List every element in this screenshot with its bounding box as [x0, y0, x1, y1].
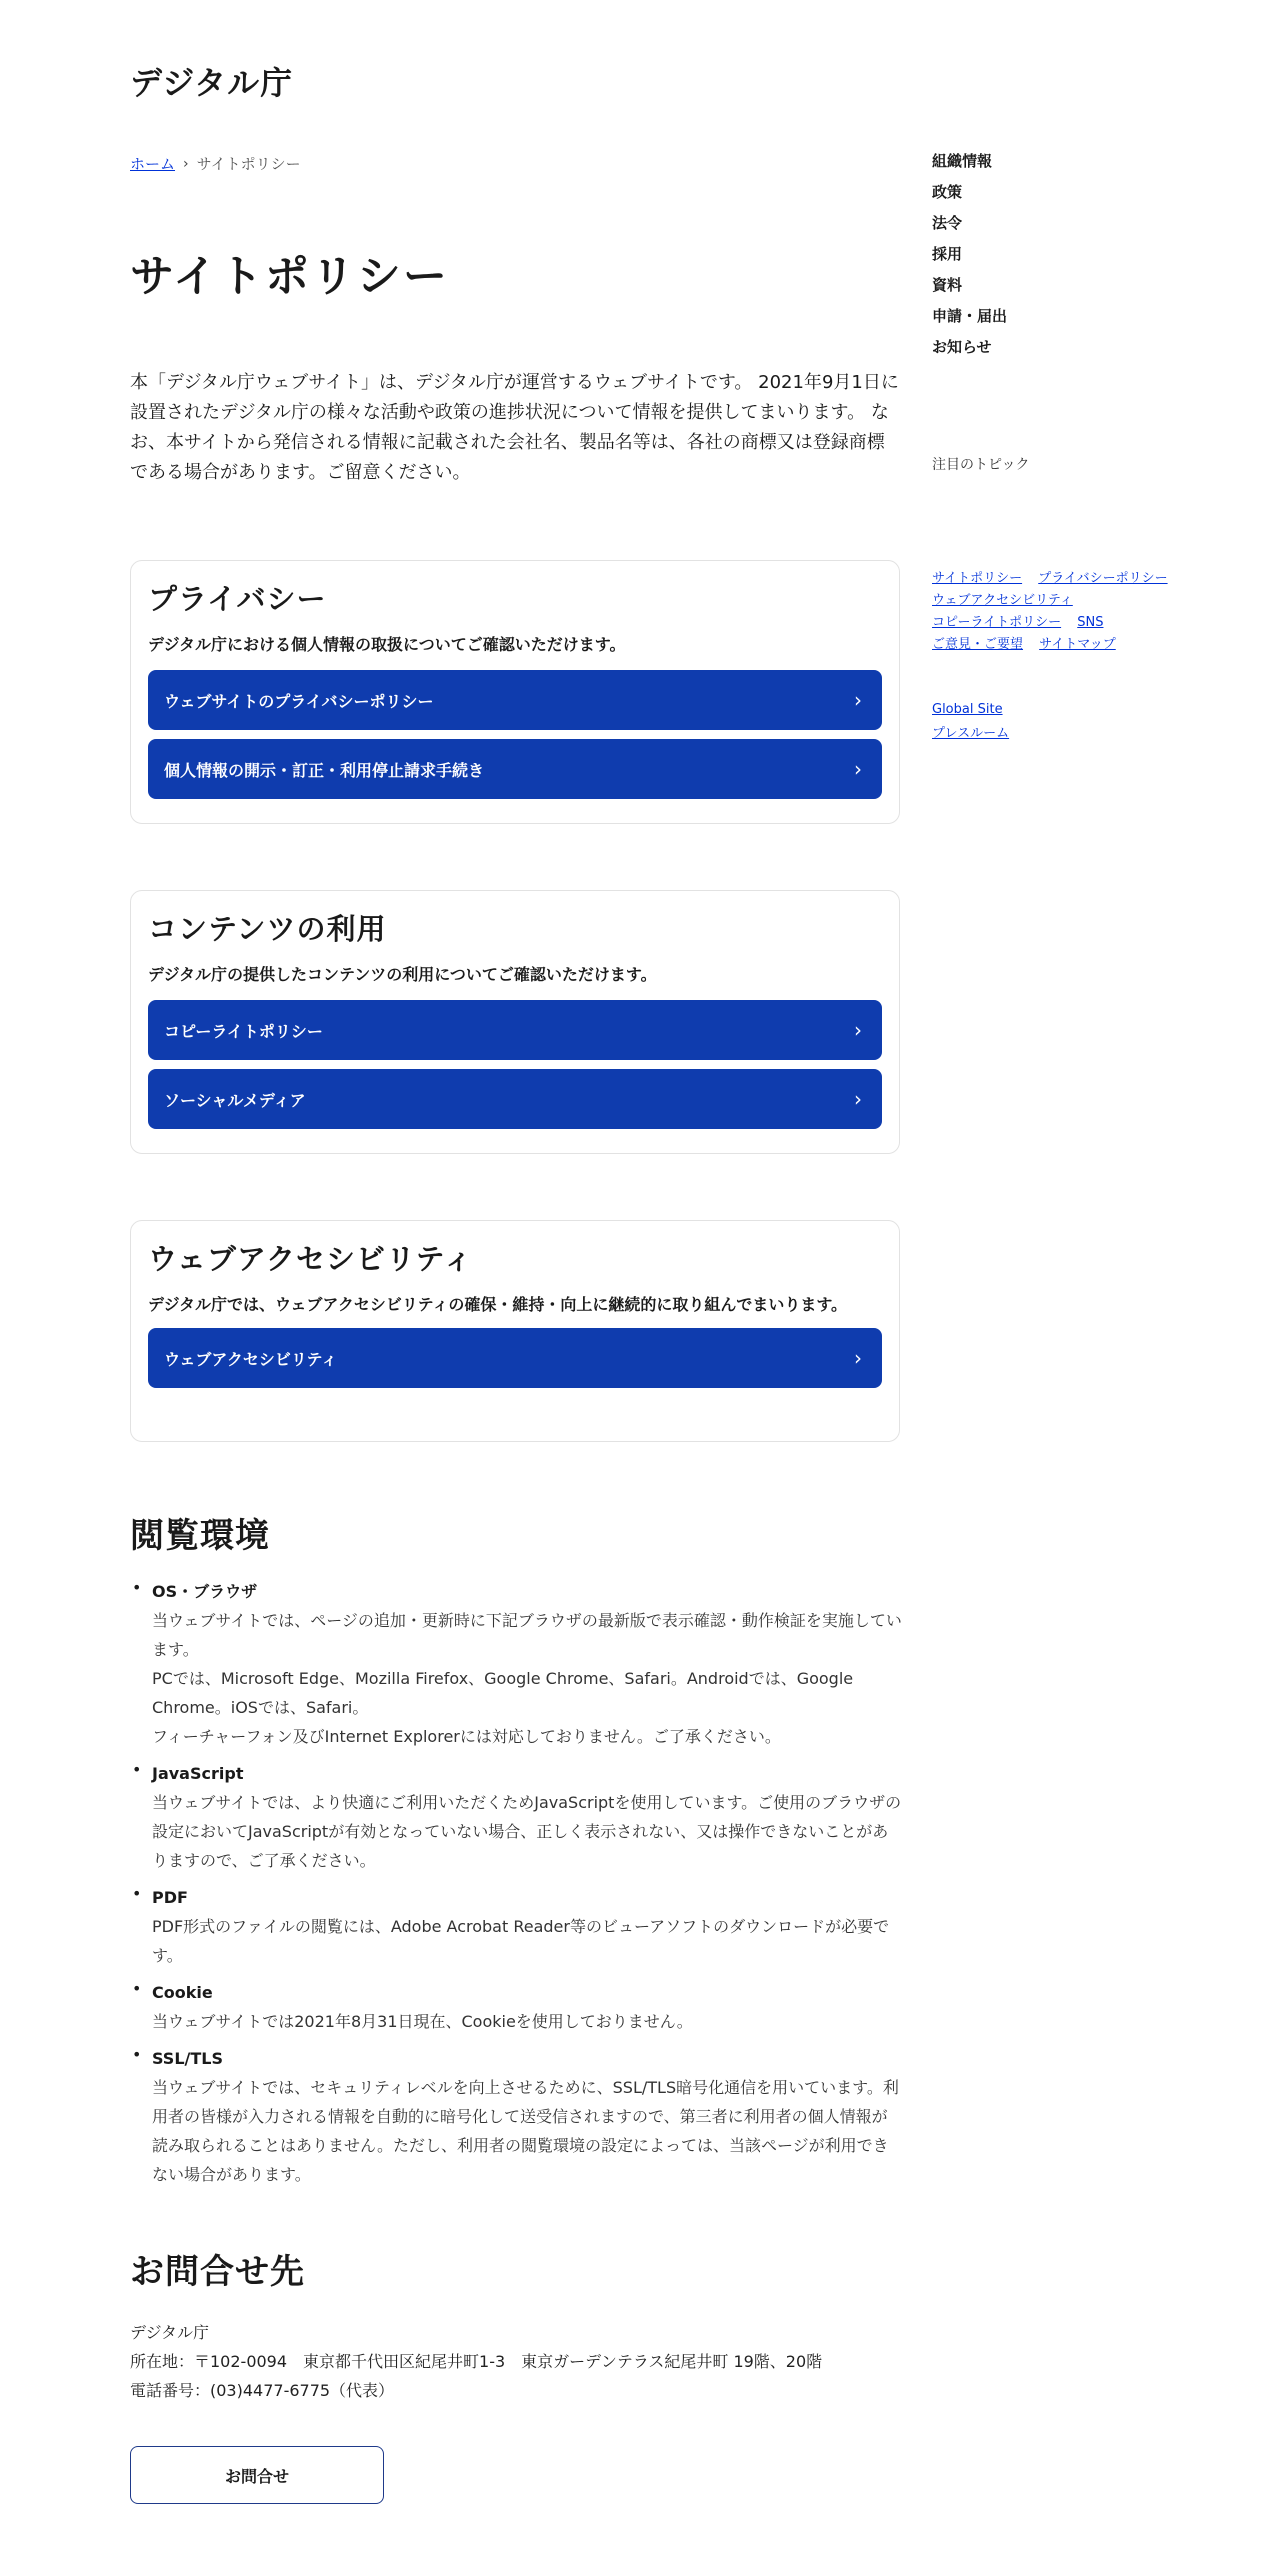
side-nav-item-recruitment[interactable]: 採用 [932, 245, 963, 263]
item-text: 当ウェブサイトでは、セキュリティレベルを向上させるために、SSL/TLS暗号化通信を用いています。利用者の皆様が入力される情報を自動的に暗号化して送受信されますので、第三者に利用者の個人情報が読み取られることはありません。ただし、利用者の閲覧環境の設定によっては、当該ページが利用できない場合があります。 [152, 2078, 899, 2184]
social-media-button[interactable] [148, 1069, 882, 1129]
card-description: デジタル庁の提供したコンテンツの利用についてご確認いただけます。 [148, 965, 657, 984]
list-item [130, 2045, 902, 2189]
web-accessibility-button[interactable] [148, 1328, 882, 1388]
footer-link-web-accessibility[interactable]: ウェブアクセシビリティ [932, 593, 1073, 608]
item-text: 当ウェブサイトでは、より快適にご利用いただくためJavaScriptを使用しています。ご使用のブラウザの設定においてJavaScriptが有効となっていない場合、正しく表示されない、又は操作できないことがありますので、ご了承ください。 [152, 1793, 902, 1870]
breadcrumb-home-link[interactable]: ホーム [130, 155, 176, 173]
chevron-right-icon: › [854, 1346, 862, 1370]
intro-text: 本「デジタル庁ウェブサイト」は、デジタル庁が運営するウェブサイトです。 2021年9月1日に設置されたデジタル庁の様々な活動や政策の進捗状況について情報を提供してまいります。 なお、本サイトから発信される情報に記載された会社名、製品名等は、各社の商標又は登録商標である場合があります。ご留意ください。 [130, 372, 899, 483]
site-logo[interactable]: デジタル庁 [130, 64, 294, 102]
button-label: ソーシャルメディア [164, 1090, 306, 1110]
side-nav-item-laws[interactable]: 法令 [932, 214, 963, 232]
footer-links-secondary [932, 698, 1009, 746]
button-label: ウェブアクセシビリティ [164, 1349, 338, 1369]
chevron-right-icon: › [183, 155, 189, 172]
contact-address: 所在地：〒102-0094 東京都千代田区紀尾井町1-3 東京ガーデンテラス紀尾井町 19階、20階 [130, 2352, 823, 2371]
item-label: OS・ブラウザ [152, 1582, 258, 1601]
footer-link-privacy-policy[interactable]: プライバシーポリシー [1038, 571, 1168, 586]
item-text: PDF形式のファイルの閲覧には、Adobe Acrobat Reader等のビューアソフトのダウンロードが必要です。 [152, 1917, 890, 1965]
item-text: フィーチャーフォン及びInternet Explorerには対応しておりません。ご了承ください。 [152, 1727, 781, 1746]
contact-info [130, 2318, 822, 2405]
item-label: SSL/TLS [152, 2049, 223, 2068]
item-label: Cookie [152, 1983, 213, 2002]
card-description: デジタル庁では、ウェブアクセシビリティの確保・維持・向上に継続的に取り組んでまいります。 [148, 1295, 848, 1314]
privacy-policy-button[interactable] [148, 670, 882, 730]
button-label: 個人情報の開示・訂正・利用停止請求手続き [164, 760, 485, 780]
footer-link-sitemap[interactable]: サイトマップ [1039, 637, 1116, 652]
footer-link-site-policy[interactable]: サイトポリシー [932, 571, 1023, 586]
page-title: サイトポリシー [130, 251, 449, 302]
side-nav-item-applications[interactable]: 申請・届出 [932, 307, 1008, 325]
button-label: コピーライトポリシー [164, 1021, 323, 1041]
contact-button[interactable]: お問合せ [130, 2446, 384, 2504]
bullet-icon: • [132, 1979, 142, 1998]
side-nav-item-news[interactable]: お知らせ [932, 338, 992, 356]
side-nav-item-organization[interactable]: 組織情報 [932, 152, 993, 170]
footer-link-global-site[interactable]: Global Site [932, 702, 1003, 717]
footer-link-copyright-policy[interactable]: コピーライトポリシー [932, 615, 1062, 630]
item-label: JavaScript [152, 1764, 244, 1783]
list-item [130, 1979, 902, 2036]
chevron-right-icon: › [854, 688, 862, 712]
list-item [130, 1884, 902, 1970]
side-nav-item-materials[interactable]: 資料 [932, 276, 963, 294]
contact-title: お問合せ先 [130, 2252, 305, 2292]
side-nav-item-policy[interactable]: 政策 [932, 183, 963, 201]
item-label: PDF [152, 1888, 188, 1907]
footer-link-feedback[interactable]: ご意見・ご要望 [932, 637, 1024, 652]
footer-link-sns[interactable]: SNS [1077, 615, 1104, 630]
bullet-icon: • [132, 1760, 142, 1779]
browsing-env-list [130, 1578, 902, 2189]
breadcrumb [130, 153, 301, 174]
footer-links [932, 568, 1192, 656]
side-nav [932, 146, 1007, 363]
list-item [130, 1760, 902, 1875]
copyright-policy-button[interactable] [148, 1000, 882, 1060]
browsing-env-title: 閲覧環境 [130, 1516, 270, 1556]
bullet-icon: • [132, 1884, 142, 1903]
privacy-card [130, 560, 900, 824]
featured-topics-label: 注目のトピック [932, 457, 1030, 473]
chevron-right-icon: › [854, 1087, 862, 1111]
chevron-right-icon: › [854, 1018, 862, 1042]
footer-link-press-room[interactable]: プレスルーム [932, 726, 1010, 741]
chevron-right-icon: › [854, 757, 862, 781]
contact-phone: 電話番号：(03)4477-6775（代表） [130, 2381, 395, 2400]
card-description: デジタル庁における個人情報の取扱についてご確認いただけます。 [148, 635, 626, 654]
personal-info-disclosure-button[interactable] [148, 739, 882, 799]
card-title: プライバシー [148, 582, 327, 616]
bullet-icon: • [132, 2045, 142, 2064]
item-text: 当ウェブサイトでは2021年8月31日現在、Cookieを使用しておりません。 [152, 2012, 693, 2031]
breadcrumb-current: サイトポリシー [196, 155, 301, 173]
item-text: PCでは、Microsoft Edge、Mozilla Firefox、Google Chrome、Safari。Androidでは、Google Chrome。iOSでは、Safari。 [152, 1669, 854, 1717]
accessibility-card [130, 1220, 900, 1442]
list-item [130, 1578, 902, 1751]
card-title: ウェブアクセシビリティ [148, 1242, 474, 1276]
contact-org: デジタル庁 [130, 2323, 210, 2342]
content-usage-card [130, 890, 900, 1154]
card-title: コンテンツの利用 [148, 912, 387, 946]
bullet-icon: • [132, 1578, 142, 1597]
button-label: ウェブサイトのプライバシーポリシー [164, 691, 434, 711]
item-text: 当ウェブサイトでは、ページの追加・更新時に下記ブラウザの最新版で表示確認・動作検証を実施しています。 [152, 1611, 902, 1659]
